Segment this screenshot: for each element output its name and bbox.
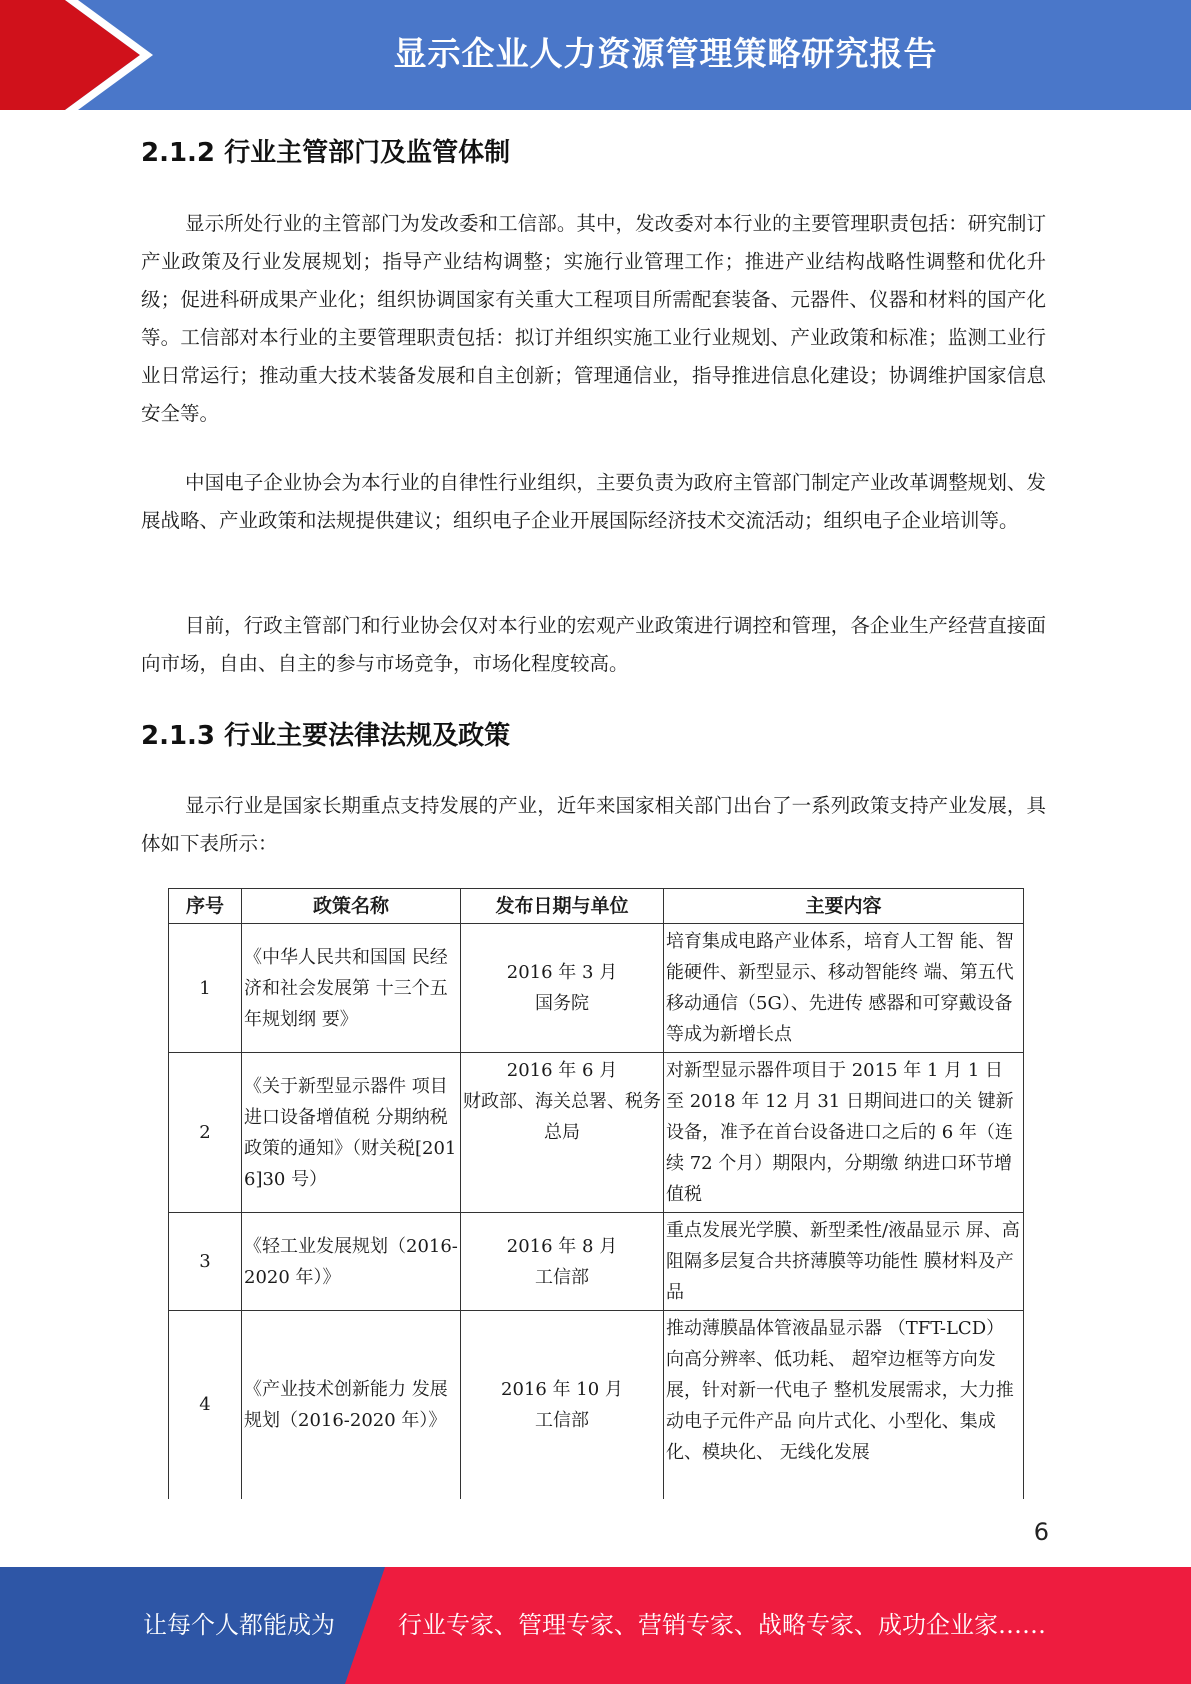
policy-name: 《中华人民共和国国 民经济和社会发展第 十三个五年规划纲 要》 — [242, 924, 461, 1053]
policy-content: 重点发展光学膜、新型柔性/液晶显示 屏、高阻隔多层复合共挤薄膜等功能性 膜材料及产品 — [664, 1213, 1024, 1311]
policy-date-unit — [461, 1213, 664, 1311]
report-title: 显示企业人力资源管理策略研究报告 — [393, 34, 938, 73]
table-row — [169, 924, 1024, 1053]
policy-content: 培育集成电路产业体系，培育人工智 能、智能硬件、新型显示、移动智能终 端、第五代移动通信（5G）、先进传 感器和可穿戴设备等成为新增长点 — [664, 924, 1024, 1053]
row-number: 3 — [169, 1213, 242, 1311]
header-content: 主要内容 — [664, 889, 1024, 924]
report-footer — [0, 1567, 1191, 1684]
policy-content: 对新型显示器件项目于 2015 年 1 月 1 日至 2018 年 12 月 31 日期间进口的关 键新设备，准予在首台设备进口之后的 6 年（连续 72 个月）期限内，分期缴 纳进口环节增值税 — [664, 1053, 1024, 1213]
footer-slogan-right: 行业专家、管理专家、营销专家、战略专家、成功企业家…… — [398, 1611, 1046, 1639]
policy-date-unit — [461, 1053, 664, 1213]
header-no: 序号 — [169, 889, 242, 924]
section-title-2-1-2: 2.1.2 行业主管部门及监管体制 — [141, 138, 511, 168]
row-number: 2 — [169, 1053, 242, 1213]
policy-date-unit — [461, 1311, 664, 1499]
page-number: 6 — [1033, 1518, 1049, 1546]
policy-unit: 工信部 — [535, 1266, 589, 1288]
footer-slogan-left: 让每个人都能成为 — [143, 1611, 335, 1639]
policy-date: 2016 年 3 月 — [506, 962, 618, 983]
row-number: 4 — [169, 1311, 242, 1499]
policy-unit: 财政部、海关总署、税务总局 — [463, 1091, 661, 1143]
policy-date-unit — [461, 924, 664, 1053]
policy-date: 2016 年 6 月 — [506, 1060, 618, 1081]
policy-content: 推动薄膜晶体管液晶显示器 （TFT-LCD）向高分辨率、低功耗、 超窄边框等方向发展，针对新一代电子 整机发展需求，大力推动电子元件产品 向片式化、小型化、集成化、模块化、 无线化发展 — [664, 1311, 1024, 1499]
policy-table — [168, 888, 1024, 1499]
report-header — [0, 0, 1191, 110]
policy-name: 《轻工业发展规划（2016-2020 年）》 — [242, 1213, 461, 1311]
paragraph-market: 目前，行政主管部门和行业协会仅对本行业的宏观产业政策进行调控和管理，各企业生产经营直接面向市场，自由、自主的参与市场竞争，市场化程度较高。 — [141, 614, 1046, 675]
policy-name: 《产业技术创新能力 发展规划（2016-2020 年）》 — [242, 1311, 461, 1499]
header-date-unit: 发布日期与单位 — [461, 889, 664, 924]
policy-unit: 工信部 — [535, 1409, 589, 1431]
paragraph-policy-intro: 显示行业是国家长期重点支持发展的产业，近年来国家相关部门出台了一系列政策支持产业发展，具体如下表所示： — [141, 794, 1046, 855]
policy-date: 2016 年 10 月 — [501, 1378, 623, 1400]
header-policy-name: 政策名称 — [242, 889, 461, 924]
paragraph-association: 中国电子企业协会为本行业的自律性行业组织，主要负责为政府主管部门制定产业改革调整规划、发展战略、产业政策和法规提供建议；组织电子企业开展国际经济技术交流活动；组织电子企业培训等。 — [141, 471, 1046, 532]
table-row — [169, 1053, 1024, 1213]
table-row — [169, 1311, 1024, 1499]
policy-name: 《关于新型显示器件 项目进口设备增值税 分期纳税政策的通知》（财关税[2016]30 号） — [242, 1053, 461, 1213]
row-number: 1 — [169, 924, 242, 1053]
paragraph-regulators: 显示所处行业的主管部门为发改委和工信部。其中，发改委对本行业的主要管理职责包括：研究制订产业政策及行业发展规划；指导产业结构调整；实施行业管理工作；推进产业结构战略性调整和优化升级；促进科研成果产业化；组织协调国家有关重大工程项目所需配套装备、元器件、仪器和材料的国产化等。工信部对本行业的主要管理职责包括：拟订并组织实施工业行业规划、产业政策和标准；监测工业行业日常运行；推动重大技术装备发展和自主创新；管理通信业，指导推进信息化建设；协调维护国家信息安全等。 — [141, 212, 1046, 425]
section-title-2-1-3: 2.1.3 行业主要法律法规及政策 — [141, 721, 511, 751]
table-row — [169, 1213, 1024, 1311]
table-header-row — [169, 889, 1024, 924]
header-arrow-decoration — [0, 0, 300, 110]
policy-unit: 国务院 — [535, 993, 589, 1014]
policy-date: 2016 年 8 月 — [506, 1235, 618, 1257]
